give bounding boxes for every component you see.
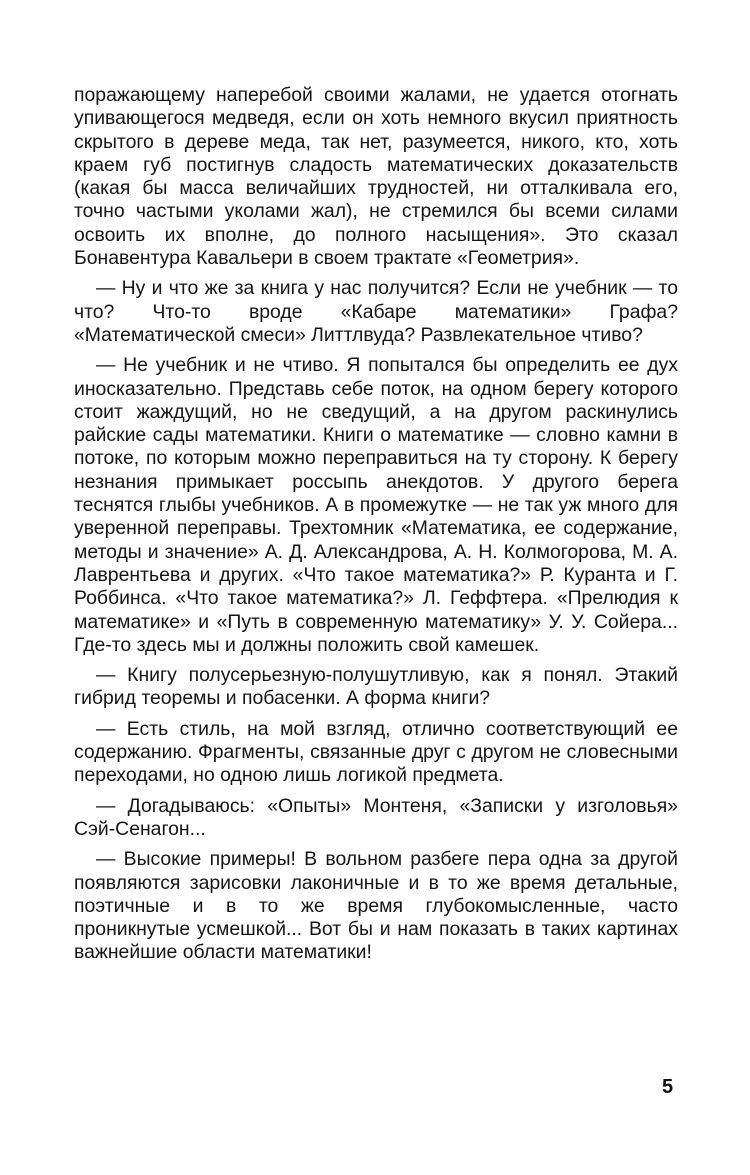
paragraph-4: — Книгу полусерьезную-полушутливую, как я понял. Этакий гибрид теоремы и побасенки. А форма книги? bbox=[74, 664, 678, 710]
page-number: 5 bbox=[662, 1076, 674, 1098]
paragraph-2: — Ну и что же за книга у нас получится? Если не учебник — то что? Что-то вроде «Кабаре математики» Графа? «Математической смеси» Литтлвуда? Развлекательное чтиво? bbox=[74, 277, 678, 346]
paragraph-3: — Не учебник и не чтиво. Я попытался бы определить ее дух иносказательно. Представь себе поток, на одном берегу которого стоит жаждущий, но не сведущий, а на другом раскинулись райские сады математики. Книги о математике — словно камни в потоке, по которым можно переправиться на ту сторону. К берегу незнания примыкает россыпь анекдотов. У другого берега теснятся глыбы учебников. А в промежутке — не так уж много для уверенной переправы. Трехтомник «Математика, ее содержание, методы и значение» А. Д. Александрова, А. Н. Колмогорова, М. А. Лаврентьева и других. «Что такое математика?» Р. Куранта и Г. Роббинса. «Что такое математика?» Л. Геффтера. «Прелюдия к математике» и «Путь в современную математику» У. У. Сойера... Где-то здесь мы и должны положить свой камешек. bbox=[74, 354, 678, 656]
paragraph-1: поражающему наперебой своими жалами, не удается отогнать упивающегося медведя, если он хоть немного вкусил приятность скрытого в дереве меда, так нет, разумеется, никого, кто, хоть краем губ постигнув сладость математических доказательств (какая бы масса величайших трудностей, ни отталкивала его, точно частыми уколами жал), не стремился бы всеми силами освоить их вполне, до полного насыщения». Это сказал Бонавентура Кавальери в своем трактате «Геометрия». bbox=[74, 84, 678, 270]
page-text-body bbox=[74, 84, 678, 972]
paragraph-5: — Есть стиль, на мой взгляд, отлично соответствующий ее содержанию. Фрагменты, связанные друг с другом не словесными переходами, но одною лишь логикой предмета. bbox=[74, 717, 678, 787]
paragraph-6: — Догадываюсь: «Опыты» Монтеня, «Записки у изголовья» Сэй-Сенагон... bbox=[74, 794, 678, 840]
paragraph-7: — Высокие примеры! В вольном разбеге пера одна за другой появляются зарисовки лаконичные и в то же время детальные, поэтичные и в то же время глубокомысленные, часто проникнутые усмешкой... Вот бы и нам показать в таких картинах важнейшие области математики! bbox=[74, 848, 678, 964]
